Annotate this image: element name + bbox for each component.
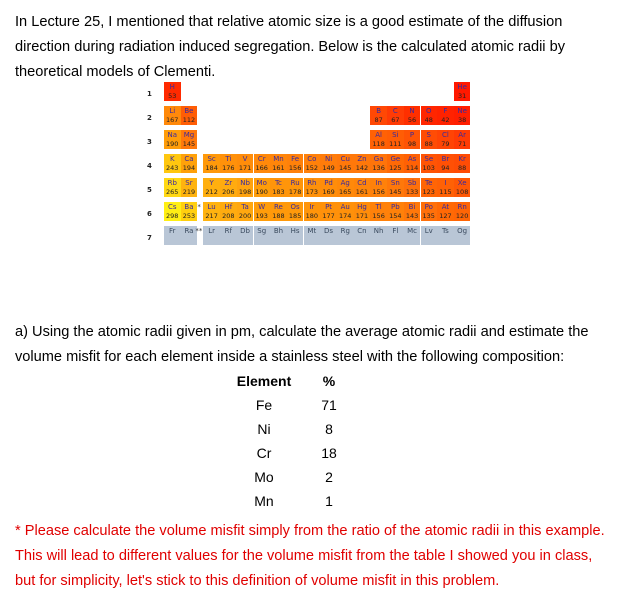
element-radius: 200 — [238, 212, 252, 220]
element-symbol: Ds — [324, 227, 334, 235]
element-cell-in — [370, 178, 387, 197]
element-symbol: S — [426, 131, 431, 139]
composition-percent-cr: 18 — [321, 445, 337, 461]
element-radius: 156 — [372, 188, 385, 196]
element-cell-mo — [254, 178, 271, 197]
element-radius: 185 — [288, 212, 302, 220]
element-radius: 53 — [168, 92, 177, 100]
element-symbol: Rb — [167, 179, 177, 187]
element-radius: 103 — [422, 164, 435, 172]
period-label-1: 1 — [147, 90, 152, 98]
element-cell-bi — [404, 202, 421, 221]
element-symbol: N — [409, 107, 415, 115]
element-cell-cn — [354, 226, 371, 245]
element-symbol: Ru — [290, 179, 300, 187]
element-radius: 112 — [182, 116, 196, 124]
element-cell-ts — [437, 226, 454, 245]
element-symbol: C — [392, 107, 398, 115]
intro-paragraph: In Lecture 25, I mentioned that relative atomic size is a good estimate of the diffusion direction during radiation induced segregation. Below is the calculated atomic radii by theoretical models of Clementi. — [15, 14, 566, 80]
element-cell-mn — [270, 154, 287, 173]
element-symbol: W — [258, 203, 266, 211]
element-symbol: Rg — [340, 227, 350, 235]
element-cell-rh — [304, 178, 321, 197]
element-symbol: Ta — [241, 203, 249, 211]
element-symbol: Sg — [257, 227, 267, 235]
element-cell-k — [164, 154, 181, 173]
element-cell-sg — [254, 226, 271, 245]
element-cell-y — [203, 178, 220, 197]
element-radius: 161 — [355, 188, 369, 196]
element-cell-cl — [437, 130, 454, 149]
element-symbol: Rh — [307, 179, 317, 187]
element-cell-p — [404, 130, 421, 149]
element-cell-db — [237, 226, 254, 245]
period-label-7: 7 — [147, 234, 152, 242]
element-radius: 208 — [222, 212, 235, 220]
element-symbol: Fe — [291, 155, 300, 163]
element-symbol: F — [443, 107, 448, 115]
actinide-marker: ** — [195, 227, 203, 235]
composition-percent-ni: 8 — [325, 421, 333, 437]
element-cell-po — [421, 202, 438, 221]
element-cell-hs — [287, 226, 304, 245]
element-symbol: Be — [184, 107, 194, 115]
element-radius: 71 — [458, 140, 467, 148]
element-radius: 42 — [441, 116, 450, 124]
element-symbol: Hf — [224, 203, 233, 211]
element-radius: 31 — [458, 92, 467, 100]
element-cell-v — [237, 154, 254, 173]
element-radius: 253 — [182, 212, 196, 220]
element-symbol: Ne — [457, 107, 467, 115]
element-cell-as — [404, 154, 421, 173]
element-symbol: I — [444, 179, 447, 187]
element-symbol: Tc — [274, 179, 282, 187]
element-cell-fr — [164, 226, 181, 245]
element-radius: 198 — [238, 188, 252, 196]
element-radius: 48 — [424, 116, 433, 124]
element-cell-sb — [404, 178, 421, 197]
element-cell-mt — [304, 226, 321, 245]
element-radius: 154 — [389, 212, 402, 220]
header-element: Element — [236, 373, 292, 389]
element-radius: 156 — [372, 212, 385, 220]
element-symbol: B — [376, 107, 382, 115]
element-symbol: K — [169, 155, 175, 163]
element-cell-ti — [220, 154, 237, 173]
element-cell-si — [387, 130, 404, 149]
element-symbol: Ge — [390, 155, 401, 163]
element-radius: 188 — [272, 212, 285, 220]
element-symbol: At — [441, 203, 450, 211]
element-symbol: Mc — [407, 227, 417, 235]
element-cell-ba — [181, 202, 198, 221]
element-symbol: H — [169, 83, 175, 91]
header-percent: % — [322, 373, 336, 389]
element-radius: 176 — [222, 164, 235, 172]
element-cell-o — [421, 106, 438, 125]
element-cell-cr — [254, 154, 271, 173]
element-radius: 56 — [407, 116, 417, 124]
element-symbol: Pb — [391, 203, 400, 211]
element-cell-co — [304, 154, 321, 173]
element-symbol: Db — [240, 227, 250, 235]
element-cell-mg — [181, 130, 198, 149]
element-radius: 123 — [422, 188, 435, 196]
element-symbol: Tl — [375, 203, 382, 211]
element-symbol: Mn — [273, 155, 284, 163]
element-cell-lr — [203, 226, 220, 245]
element-cell-ta — [237, 202, 254, 221]
element-cell-fe — [287, 154, 304, 173]
element-radius: 194 — [182, 164, 196, 172]
element-radius: 67 — [391, 116, 400, 124]
element-radius: 193 — [255, 212, 268, 220]
element-radius: 98 — [407, 140, 417, 148]
element-radius: 165 — [339, 188, 352, 196]
element-cell-zn — [354, 154, 371, 173]
element-symbol: Ga — [373, 155, 384, 163]
element-cell-f — [437, 106, 454, 125]
element-cell-lu — [203, 202, 220, 221]
element-radius: 114 — [405, 164, 419, 172]
element-radius: 145 — [182, 140, 196, 148]
element-symbol: Po — [424, 203, 433, 211]
element-radius: 94 — [441, 164, 450, 172]
element-symbol: Ca — [184, 155, 194, 163]
element-cell-ga — [370, 154, 387, 173]
element-symbol: Na — [167, 131, 178, 139]
element-radius: 118 — [372, 140, 385, 148]
element-cell-at — [437, 202, 454, 221]
element-radius: 38 — [458, 116, 467, 124]
element-cell-os — [287, 202, 304, 221]
composition-percent-mn: 1 — [325, 493, 333, 509]
element-symbol: V — [242, 155, 248, 163]
element-symbol: Xe — [457, 179, 467, 187]
element-symbol: Te — [425, 179, 433, 187]
period-label-4: 4 — [147, 162, 152, 170]
element-cell-s — [421, 130, 438, 149]
element-radius: 184 — [205, 164, 218, 172]
element-symbol: Og — [457, 227, 468, 235]
element-symbol: Ra — [184, 227, 194, 235]
element-symbol: Ti — [225, 155, 232, 163]
composition-percent-fe: 71 — [321, 397, 337, 413]
element-cell-fl — [387, 226, 404, 245]
question-a: a) Using the atomic radii given in pm, calculate the average atomic radii and estimate the volume misfit for each element inside a stainless steel with the following composition: — [15, 324, 589, 365]
element-radius: 243 — [166, 164, 179, 172]
element-symbol: Cr — [257, 155, 266, 163]
element-cell-mc — [404, 226, 421, 245]
element-radius: 79 — [441, 140, 450, 148]
element-symbol: Mg — [183, 131, 195, 139]
element-symbol: Zr — [224, 179, 233, 187]
element-radius: 169 — [322, 188, 335, 196]
element-cell-ni — [320, 154, 337, 173]
element-radius: 173 — [305, 188, 319, 196]
composition-element-cr: Cr — [256, 445, 272, 461]
element-radius: 115 — [439, 188, 452, 196]
element-radius: 190 — [166, 140, 179, 148]
element-radius: 87 — [374, 116, 383, 124]
element-radius: 133 — [405, 188, 419, 196]
element-symbol: Lv — [424, 227, 433, 235]
composition-element-mn: Mn — [254, 493, 274, 509]
element-radius: 180 — [305, 212, 319, 220]
element-symbol: Ir — [309, 203, 315, 211]
element-cell-h — [164, 82, 181, 101]
element-cell-ag — [337, 178, 354, 197]
element-cell-ru — [287, 178, 304, 197]
element-cell-lv — [421, 226, 438, 245]
period-label-3: 3 — [147, 138, 152, 146]
element-symbol: Bh — [273, 227, 284, 235]
element-cell-kr — [454, 154, 471, 173]
element-cell-cu — [337, 154, 354, 173]
element-radius: 298 — [166, 212, 179, 220]
element-radius: 136 — [372, 164, 385, 172]
element-cell-au — [337, 202, 354, 221]
period-label-2: 2 — [147, 114, 152, 122]
element-symbol: Y — [209, 179, 214, 187]
element-symbol: Si — [392, 131, 399, 139]
element-symbol: Re — [274, 203, 283, 211]
element-cell-sn — [387, 178, 404, 197]
element-symbol: Al — [375, 131, 382, 139]
element-radius: 145 — [339, 164, 352, 172]
composition-percent-mo: 2 — [325, 469, 333, 485]
element-symbol: Lu — [207, 203, 216, 211]
element-cell-rf — [220, 226, 237, 245]
element-symbol: P — [409, 131, 415, 139]
element-symbol: Bi — [408, 203, 416, 211]
element-symbol: Hs — [290, 227, 300, 235]
element-symbol: Sn — [390, 179, 400, 187]
element-radius: 265 — [166, 188, 179, 196]
element-cell-zr — [220, 178, 237, 197]
element-symbol: Nh — [373, 227, 384, 235]
element-symbol: Ba — [184, 203, 194, 211]
element-cell-hf — [220, 202, 237, 221]
element-symbol: Cl — [442, 131, 449, 139]
element-symbol: Os — [290, 203, 300, 211]
element-symbol: As — [407, 155, 417, 163]
volume-misfit-note: * Please calculate the volume misfit simply from the ratio of the atomic radii in this example. This will lead to different values for the volume misfit from the table I showed you in class, but for simplicity, let's stick to this definition of volume misfit in this problem. — [15, 523, 605, 589]
element-symbol: Hg — [357, 203, 367, 211]
element-symbol: Sb — [407, 179, 417, 187]
element-symbol: Sr — [185, 179, 193, 187]
element-radius: 120 — [455, 212, 469, 220]
element-cell-cd — [354, 178, 371, 197]
element-cell-hg — [354, 202, 371, 221]
element-radius: 108 — [455, 188, 469, 196]
element-cell-na — [164, 130, 181, 149]
element-symbol: Mo — [256, 179, 267, 187]
element-symbol: O — [425, 107, 432, 115]
element-cell-ar — [454, 130, 471, 149]
element-radius: 183 — [272, 188, 285, 196]
composition-element-fe: Fe — [255, 397, 273, 413]
element-symbol: Ag — [340, 179, 350, 187]
element-radius: 88 — [424, 140, 433, 148]
element-radius: 142 — [355, 164, 369, 172]
element-cell-rg — [337, 226, 354, 245]
element-radius: 219 — [182, 188, 196, 196]
element-radius: 152 — [305, 164, 319, 172]
element-cell-ne — [454, 106, 471, 125]
composition-element-mo: Mo — [254, 469, 274, 485]
element-symbol: Ni — [324, 155, 333, 163]
element-radius: 161 — [272, 164, 285, 172]
element-radius: 171 — [238, 164, 252, 172]
element-radius: 206 — [222, 188, 235, 196]
element-symbol: Au — [340, 203, 350, 211]
period-label-6: 6 — [147, 210, 152, 218]
element-cell-bh — [270, 226, 287, 245]
element-radius: 127 — [439, 212, 452, 220]
element-symbol: Fr — [169, 227, 176, 235]
element-symbol: Se — [424, 155, 434, 163]
element-cell-ca — [181, 154, 198, 173]
element-radius: 212 — [205, 188, 218, 196]
element-radius: 178 — [288, 188, 302, 196]
element-radius: 190 — [255, 188, 268, 196]
element-cell-w — [254, 202, 271, 221]
element-cell-be — [181, 106, 198, 125]
period-label-5: 5 — [147, 186, 152, 194]
element-cell-ge — [387, 154, 404, 173]
element-cell-og — [454, 226, 471, 245]
element-symbol: Sc — [207, 155, 216, 163]
element-cell-nh — [370, 226, 387, 245]
element-cell-i — [437, 178, 454, 197]
element-radius: 156 — [288, 164, 302, 172]
element-cell-tc — [270, 178, 287, 197]
lanthanide-marker: * — [197, 203, 201, 211]
element-cell-rb — [164, 178, 181, 197]
element-cell-te — [421, 178, 438, 197]
element-cell-c — [387, 106, 404, 125]
element-cell-re — [270, 202, 287, 221]
element-radius: 171 — [355, 212, 369, 220]
element-cell-br — [437, 154, 454, 173]
element-cell-nb — [237, 178, 254, 197]
element-symbol: Ts — [442, 227, 449, 235]
element-symbol: Fl — [392, 227, 399, 235]
element-symbol: Mt — [307, 227, 317, 235]
element-symbol: Rn — [457, 203, 467, 211]
element-symbol: Co — [307, 155, 317, 163]
element-symbol: Nb — [240, 179, 250, 187]
element-cell-li — [164, 106, 181, 125]
element-cell-pb — [387, 202, 404, 221]
element-symbol: Cn — [357, 227, 367, 235]
element-cell-sr — [181, 178, 198, 197]
element-symbol: Cs — [167, 203, 177, 211]
element-radius: 149 — [322, 164, 335, 172]
element-radius: 111 — [389, 140, 402, 148]
element-symbol: Pd — [324, 179, 333, 187]
element-cell-xe — [454, 178, 471, 197]
element-symbol: Cd — [357, 179, 367, 187]
element-radius: 143 — [405, 212, 419, 220]
element-symbol: Lr — [208, 227, 216, 235]
element-cell-ds — [320, 226, 337, 245]
element-radius: 166 — [255, 164, 268, 172]
element-symbol: Kr — [458, 155, 466, 163]
element-radius: 167 — [166, 116, 179, 124]
element-cell-se — [421, 154, 438, 173]
element-symbol: Pt — [325, 203, 333, 211]
element-cell-pt — [320, 202, 337, 221]
element-symbol: In — [375, 179, 382, 187]
element-cell-tl — [370, 202, 387, 221]
element-cell-b — [370, 106, 387, 125]
element-radius: 177 — [322, 212, 335, 220]
element-radius: 135 — [422, 212, 435, 220]
element-radius: 174 — [339, 212, 352, 220]
element-cell-rn — [454, 202, 471, 221]
element-symbol: Br — [441, 155, 450, 163]
element-cell-he — [454, 82, 471, 101]
element-cell-sc — [203, 154, 220, 173]
element-cell-al — [370, 130, 387, 149]
element-radius: 145 — [389, 188, 402, 196]
element-radius: 125 — [389, 164, 402, 172]
element-radius: 88 — [458, 164, 467, 172]
element-symbol: Rf — [224, 227, 232, 235]
composition-element-ni: Ni — [257, 421, 271, 437]
element-cell-ir — [304, 202, 321, 221]
element-symbol: He — [457, 83, 467, 91]
element-symbol: Cu — [340, 155, 350, 163]
element-cell-n — [404, 106, 421, 125]
element-cell-cs — [164, 202, 181, 221]
element-symbol: Li — [169, 107, 176, 115]
element-symbol: Ar — [458, 131, 466, 139]
element-symbol: Zn — [357, 155, 367, 163]
element-radius: 217 — [205, 212, 218, 220]
element-cell-pd — [320, 178, 337, 197]
